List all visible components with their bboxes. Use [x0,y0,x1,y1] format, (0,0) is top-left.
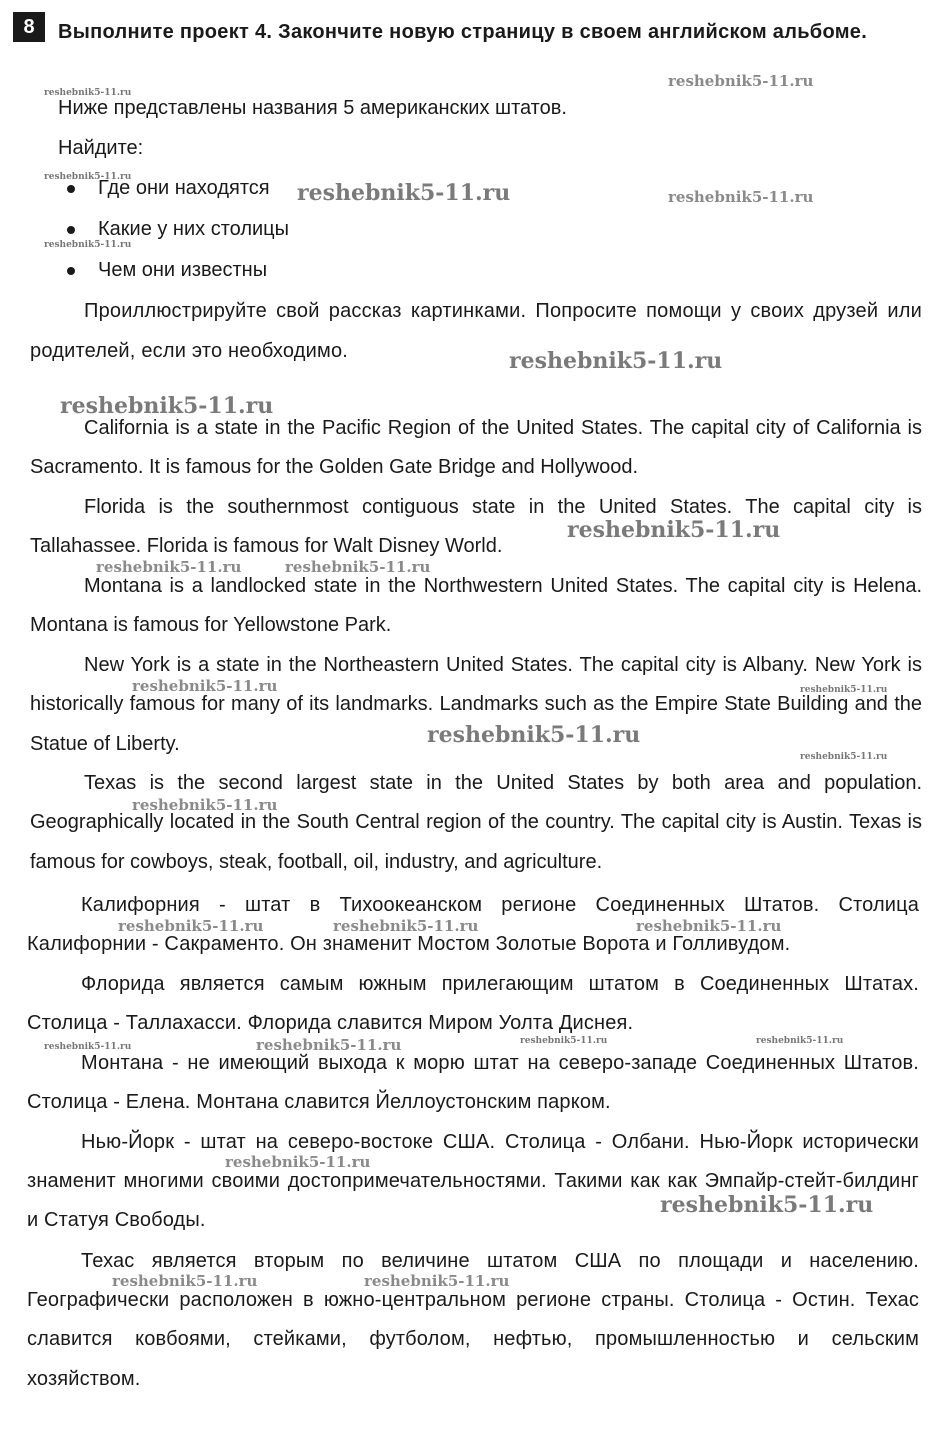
watermark: reshebnik5-11.ru [44,172,132,182]
task-number: 8 [13,12,45,42]
task-heading: Выполните проект 4. Закончите новую страницу в своем английском альбоме. [58,21,868,43]
watermark: reshebnik5-11.ru [132,677,278,695]
watermark: reshebnik5-11.ru [333,917,479,935]
russian-paragraph-california: Калифорния - штат в Тихоокеанском регионе Соединенных Штатов. Столица Калифорнии - Сакраменто. Он знаменит Мостом Золотые Ворота и Голливудом. [27,894,919,956]
watermark: reshebnik5-11.ru [668,72,814,90]
watermark: reshebnik5-11.ru [636,917,782,935]
watermark: reshebnik5-11.ru [427,722,641,748]
watermark: reshebnik5-11.ru [44,240,132,250]
watermark: reshebnik5-11.ru [256,1036,402,1054]
watermark: reshebnik5-11.ru [96,558,242,576]
watermark: reshebnik5-11.ru [364,1272,510,1290]
watermark: reshebnik5-11.ru [132,796,278,814]
watermark: reshebnik5-11.ru [756,1036,844,1046]
russian-paragraph-montana: Монтана - не имеющий выхода к морю штат на северо-западе Соединенных Штатов. Столица - Елена. Монтана славится Йеллоустонским парком. [27,1052,919,1114]
watermark: reshebnik5-11.ru [567,517,781,543]
watermark: reshebnik5-11.ru [44,1042,132,1052]
russian-paragraph-texas: Техас является вторым по величине штатом США по площади и населению. Географически расположен в южно-центральном регионе страны. Столица - Остин. Техас славится ковбоями, стейками, футболом, нефтью, промышленностью и сельским хозяйством. [27,1250,919,1390]
english-paragraph-california: California is a state in the Pacific Region of the United States. The capital city of California is Sacramento. It is famous for the Golden Gate Bridge and Hollywood. [30,417,922,479]
intro-text: Ниже представлены названия 5 американских штатов. [58,97,567,119]
bullet-item: Чем они известны [58,250,289,291]
watermark: reshebnik5-11.ru [285,558,431,576]
watermark: reshebnik5-11.ru [112,1272,258,1290]
watermark: reshebnik5-11.ru [118,917,264,935]
watermark: reshebnik5-11.ru [660,1192,874,1218]
english-paragraph-florida: Florida is the southernmost contiguous state in the United States. The capital city is Tallahassee. Florida is famous for Walt Disney World. [30,496,922,558]
english-paragraph-new-york: New York is a state in the Northeastern United States. The capital city is Albany. New York is historically famous for many of its landmarks. Landmarks such as the Empire State Building and the Statue of Liberty. [30,654,922,755]
watermark: reshebnik5-11.ru [509,348,723,374]
bullet-item: Какие у них столицы [58,209,289,250]
watermark: reshebnik5-11.ru [297,180,511,206]
russian-paragraph-new-york: Нью-Йорк - штат на северо-востоке США. Столица - Олбани. Нью-Йорк исторически знаменит многими своими достопримечательностями. Такими как как Эмпайр-стейт-билдинг и Статуя Свободы. [27,1131,919,1232]
bullet-list [58,168,289,291]
bullet-item: Где они находятся [58,168,289,209]
russian-paragraph-florida: Флорида является самым южным прилегающим штатом в Соединенных Штатах. Столица - Таллахасси. Флорида славится Миром Уолта Диснея. [27,973,919,1035]
watermark: reshebnik5-11.ru [800,685,888,695]
watermark: reshebnik5-11.ru [668,188,814,206]
find-label: Найдите: [58,137,144,159]
watermark: reshebnik5-11.ru [60,393,274,419]
watermark: reshebnik5-11.ru [44,88,132,98]
watermark: reshebnik5-11.ru [800,752,888,762]
english-paragraph-texas: Texas is the second largest state in the United States by both area and population. Geographically located in the South Central region of the country. The capital city is Austin. Texas is famous for cowboys, steak, football, oil, industry, and agriculture. [30,772,922,873]
instruction-paragraph: Проиллюстрируйте свой рассказ картинками. Попросите помощи у своих друзей или родителей, если это необходимо. [30,300,922,362]
watermark: reshebnik5-11.ru [225,1153,371,1171]
watermark: reshebnik5-11.ru [520,1036,608,1046]
english-paragraph-montana: Montana is a landlocked state in the Northwestern United States. The capital city is Helena. Montana is famous for Yellowstone Park. [30,575,922,637]
